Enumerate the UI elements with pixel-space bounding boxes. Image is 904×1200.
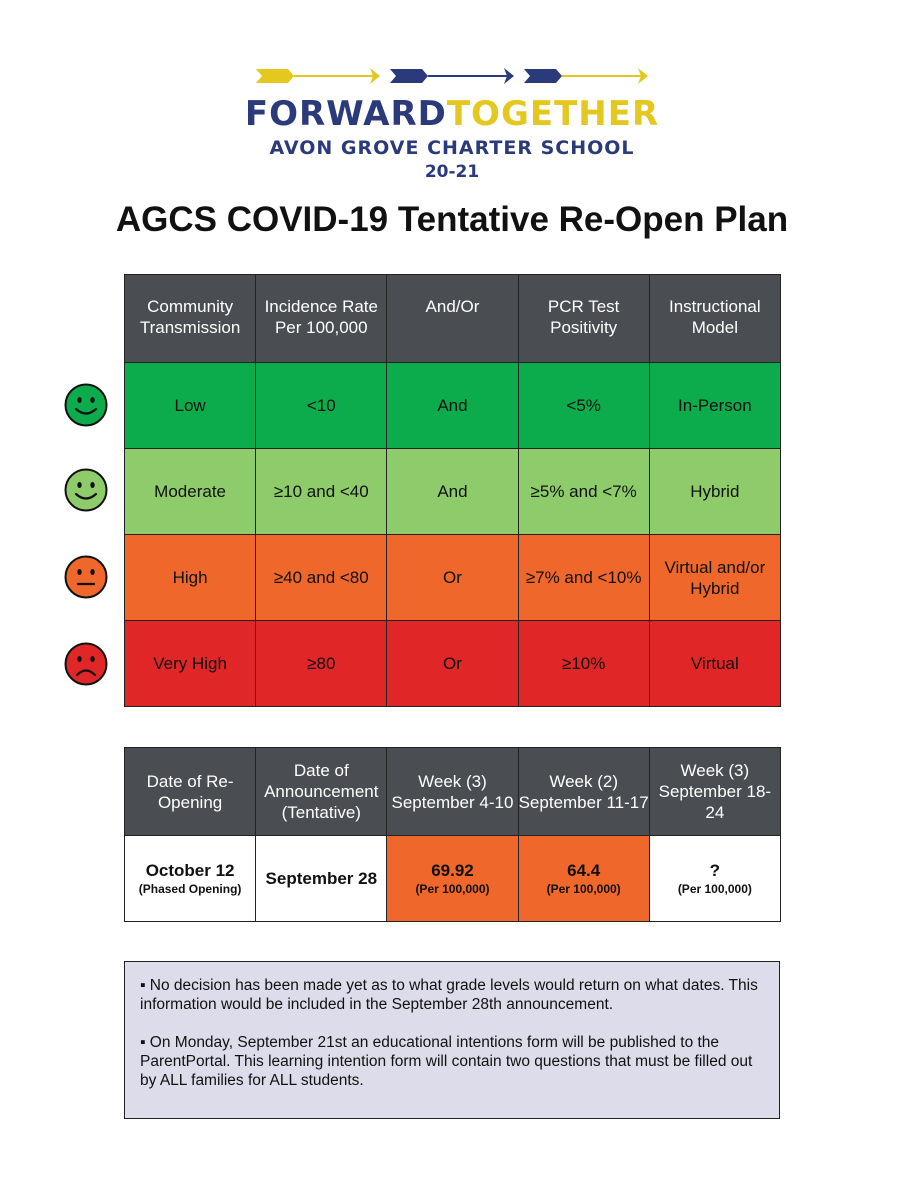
and-or-cell: And	[387, 363, 518, 449]
incidence-value: ?	[709, 860, 721, 880]
incidence-unit: (Per 100,000)	[415, 881, 490, 896]
happy-face-icon	[64, 468, 108, 512]
reopening-date-value: October 12	[145, 860, 235, 880]
and-or-cell: Or	[387, 621, 518, 707]
incidence-cell: ≥10 and <40	[256, 449, 387, 535]
table-row	[125, 621, 781, 707]
week-sep-4-10-cell	[387, 836, 518, 922]
week-sep-11-17-cell	[518, 836, 649, 922]
table-row	[125, 836, 781, 922]
sad-face-icon	[64, 642, 108, 686]
logo-arrows-graphic	[252, 64, 652, 88]
header-week-sep-18-24: Week (3) September 18-24	[649, 748, 780, 836]
announcement-date-value: September 28	[265, 868, 378, 888]
note-intentions-form: ▪ On Monday, September 21st an educational intentions form will be published to the ParentPortal. This learning intention form will contain two questions that must be filled out by ALL families for ALL students.	[140, 1034, 753, 1089]
level-cell: Very High	[125, 621, 256, 707]
level-cell: Low	[125, 363, 256, 449]
level-cell: Moderate	[125, 449, 256, 535]
pcr-cell: ≥10%	[518, 621, 649, 707]
logo-together-text: TOGETHER	[446, 94, 660, 134]
incidence-value: 69.92	[431, 860, 474, 880]
header-and-or: And/Or	[387, 275, 518, 363]
happy-face-icon	[64, 383, 108, 427]
logo-school-name: AVON GROVE CHARTER SCHOOL	[269, 137, 635, 159]
header-announcement-date: Date of Announcement (Tentative)	[256, 748, 387, 836]
table-header-row	[125, 748, 781, 836]
header-reopening-date: Date of Re-Opening	[125, 748, 256, 836]
neutral-face-icon	[64, 555, 108, 599]
table-row	[125, 535, 781, 621]
reopening-date-note: (Phased Opening)	[138, 881, 242, 896]
incidence-cell: ≥40 and <80	[256, 535, 387, 621]
header-pcr-positivity: PCR Test Positivity	[518, 275, 649, 363]
and-or-cell: And	[387, 449, 518, 535]
announcement-date-cell	[256, 836, 387, 922]
incidence-unit: (Per 100,000)	[546, 881, 621, 896]
incidence-cell: <10	[256, 363, 387, 449]
note-grade-levels: ▪ No decision has been made yet as to what grade levels would return on what dates. This information would be included in the September 28th announcement.	[140, 977, 758, 1013]
header-week-sep-4-10: Week (3) September 4-10	[387, 748, 518, 836]
header-week-sep-11-17: Week (2) September 11-17	[518, 748, 649, 836]
week-sep-18-24-cell	[649, 836, 780, 922]
notes-box	[124, 961, 780, 1119]
transmission-levels-table	[124, 274, 781, 707]
reopening-dates-table	[124, 747, 781, 922]
table-header-row	[125, 275, 781, 363]
model-cell: In-Person	[649, 363, 780, 449]
header-incidence-rate: Incidence Rate Per 100,000	[256, 275, 387, 363]
logo-wordmark	[0, 94, 904, 134]
pcr-cell: ≥7% and <10%	[518, 535, 649, 621]
incidence-value: 64.4	[567, 860, 601, 880]
level-cell: High	[125, 535, 256, 621]
model-cell: Virtual and/or Hybrid	[649, 535, 780, 621]
pcr-cell: ≥5% and <7%	[518, 449, 649, 535]
header-instructional-model: Instructional Model	[649, 275, 780, 363]
incidence-unit: (Per 100,000)	[677, 881, 752, 896]
model-cell: Virtual	[649, 621, 780, 707]
incidence-cell: ≥80	[256, 621, 387, 707]
table-row	[125, 449, 781, 535]
header-community-transmission: Community Transmission	[125, 275, 256, 363]
logo-school-year: 20-21	[424, 162, 480, 182]
table-row	[125, 363, 781, 449]
reopening-date-cell	[125, 836, 256, 922]
and-or-cell: Or	[387, 535, 518, 621]
model-cell: Hybrid	[649, 449, 780, 535]
page-title: AGCS COVID-19 Tentative Re-Open Plan	[115, 200, 789, 239]
logo-forward-text: FORWARD	[244, 94, 447, 134]
pcr-cell: <5%	[518, 363, 649, 449]
